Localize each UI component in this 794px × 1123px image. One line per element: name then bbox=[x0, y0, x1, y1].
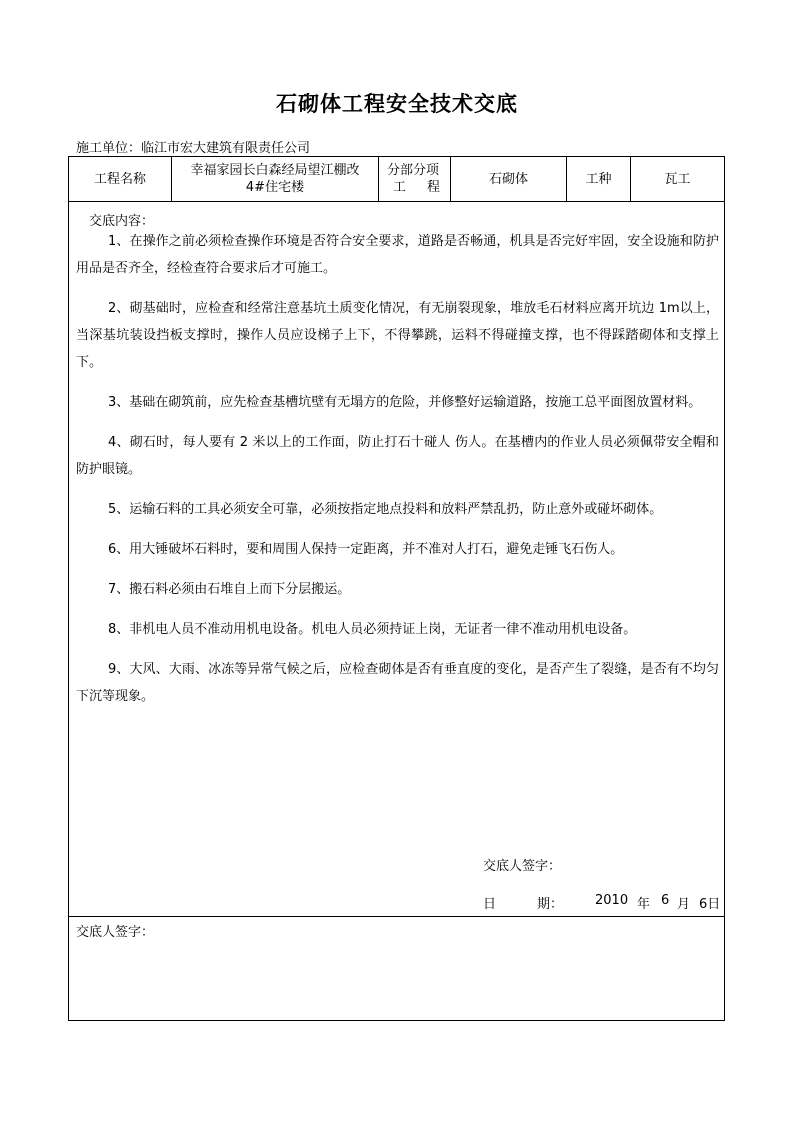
content-label: 交底内容： bbox=[89, 214, 155, 229]
date-label-b: 期： bbox=[537, 897, 564, 912]
subproject-label-line2 bbox=[387, 179, 442, 196]
project-name-line1: 幸福家园长白森经局望江棚改 bbox=[190, 163, 360, 178]
subproject-label-char-b: 程 bbox=[426, 180, 440, 195]
content-item-1: 1、在操作之前必须检查操作环境是否符合安全要求，道路是否畅通，机具是否完好牢固，安全设施和防护用品是否齐全，经检查符合要求后才可施工。 bbox=[76, 234, 719, 276]
document-title: 石砌体工程安全技术交底 bbox=[276, 92, 518, 116]
project-name-value bbox=[172, 157, 379, 201]
content-item-2: 2、砌基础时，应检查和经常注意基坑土质变化情况，有无崩裂现象，堆放毛石材料应离开坑边 1m以上，当深基坑装设挡板支撑时，操作人员应设梯子上下，不得攀跳，运料不得碰撞支撑，也不得踩踏砌体和支撑上下。 bbox=[76, 301, 719, 370]
subproject-label-line1: 分部分项 bbox=[387, 163, 440, 178]
content-item-9: 9、大风、大雨、冰冻等异常气候之后，应检查砌体是否有垂直度的变化，是否产生了裂缝，是否有不均匀下沉等现象。 bbox=[76, 662, 719, 704]
content-item-7: 7、搬石料必须由石堆自上而下分层搬运。 bbox=[108, 582, 351, 597]
date-year: 2010 bbox=[595, 893, 629, 908]
date-label-a: 日 bbox=[483, 897, 497, 912]
content-item-6: 6、用大锤破坏石料时，要和周围人保持一定距离，并不准对人打石，避免走锤飞石伤人。 bbox=[108, 542, 624, 557]
signer-label: 交底人签字： bbox=[483, 859, 562, 874]
trade-label: 工种 bbox=[567, 157, 631, 201]
content-item-3: 3、基础在砌筑前，应先检查基槽坑壁有无塌方的危险，并修整好运输道路，按施工总平面图放置材料。 bbox=[108, 395, 702, 410]
construction-unit: 施工单位：临江市宏大建筑有限责任公司 bbox=[76, 141, 311, 156]
receiver-signature-label: 交底人签字： bbox=[76, 925, 155, 940]
subproject-label-char-a: 工 bbox=[393, 180, 407, 195]
content-item-4: 4、砌石时，每人要有 2 米以上的工作面，防止打石十碰人 伤人。在基槽内的作业人员必须佩带安全帽和防护眼镜。 bbox=[76, 435, 719, 477]
subproject-value: 石砌体 bbox=[451, 157, 567, 201]
subproject-label bbox=[379, 157, 451, 201]
disclosure-content bbox=[69, 202, 724, 917]
disclosure-table bbox=[68, 156, 725, 1021]
date-month: 6 bbox=[661, 893, 670, 908]
date-day: 6日 bbox=[699, 897, 721, 912]
trade-value: 瓦工 bbox=[664, 171, 691, 187]
date-month-unit: 月 bbox=[677, 897, 691, 912]
content-item-5: 5、运输石料的工具必须安全可靠，必须按指定地点投料和放料严禁乱扔，防止意外或碰坏砌体。 bbox=[108, 502, 663, 517]
project-name-label: 工程名称 bbox=[69, 157, 172, 201]
project-name-line2: 4#住宅楼 bbox=[245, 180, 305, 195]
date-year-unit: 年 bbox=[637, 897, 651, 912]
content-items bbox=[76, 234, 719, 716]
header-row bbox=[69, 157, 724, 202]
content-item-8: 8、非机电人员不准动用机电设备。机电人员必须持证上岗，无证者一律不准动用机电设备。 bbox=[108, 622, 637, 637]
